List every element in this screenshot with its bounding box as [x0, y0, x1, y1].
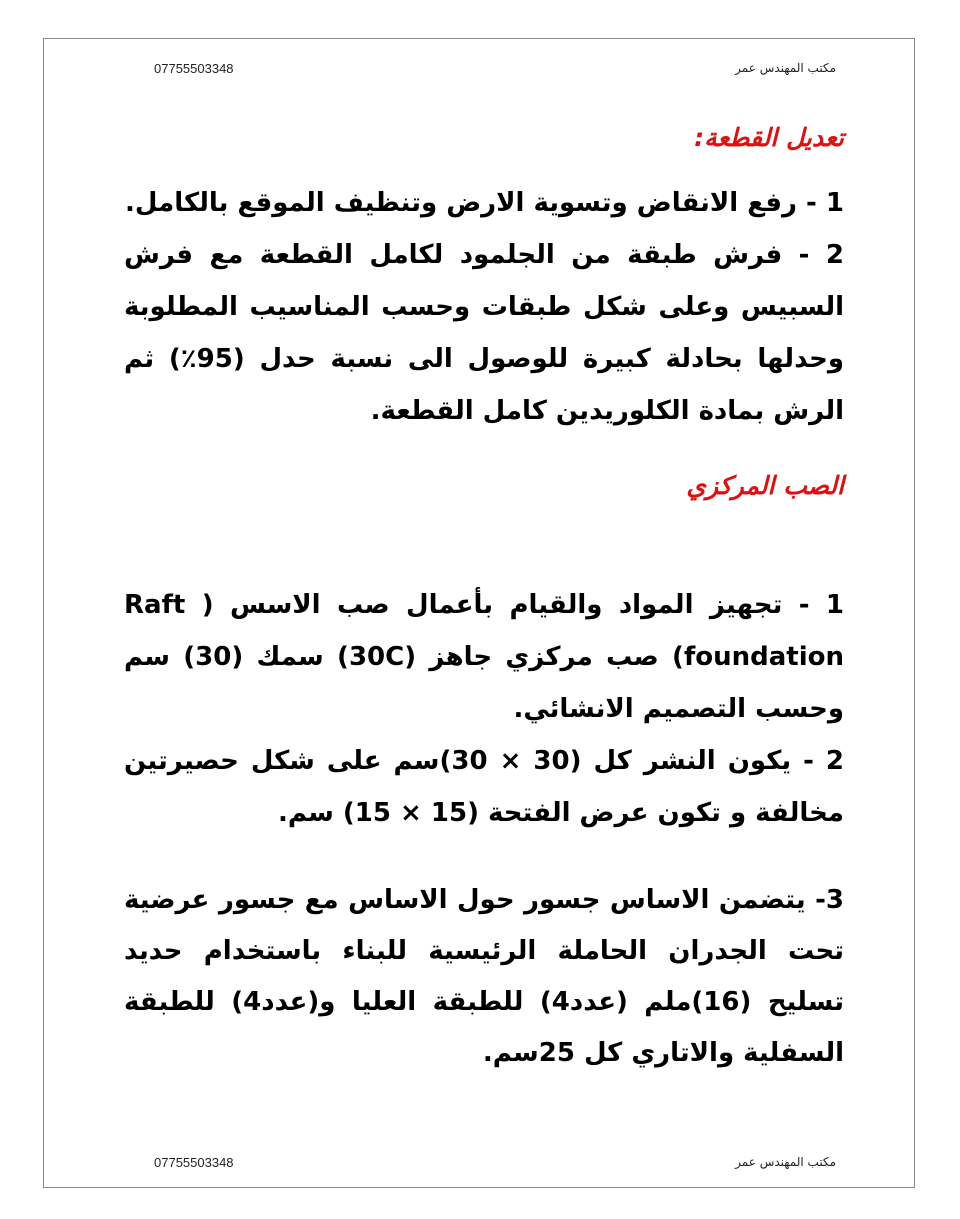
section-heading-plot-leveling: تعديل القطعة:: [694, 123, 844, 152]
footer-phone-number: 07755503348: [154, 1155, 234, 1170]
central-pouring-item-1: 1 - تجهيز المواد والقيام بأعمال صب الاسس ( Raft foundation) صب مركزي جاهز (30C) سمك (30) سم وحسب التصميم الانشائي.: [124, 590, 845, 724]
footer-office-name: مكتب المهندس عمر: [735, 1155, 836, 1169]
section-heading-central-pouring: الصب المركزي: [686, 471, 844, 500]
central-pouring-item-2: 2 - يكون النشر كل (30 × 30)سم على شكل حصيرتين مخالفة و تكون عرض الفتحة (15 × 15) سم.: [124, 746, 844, 828]
header-phone-number: 07755503348: [154, 61, 234, 76]
plot-leveling-item-1: 1 - رفع الانقاض وتسوية الارض وتنظيف الموقع بالكامل.: [125, 188, 844, 218]
plot-leveling-item-2: 2 - فرش طبقة من الجلمود لكامل القطعة مع فرش السبيس وعلى شكل طبقات وحسب المناسيب المطلوبة وحدلها بحادلة كبيرة للوصول الى نسبة حدل (95٪) ثم الرش بمادة الكلوريدين كامل القطعة.: [124, 240, 844, 426]
page-header: [44, 61, 914, 81]
header-office-name: مكتب المهندس عمر: [735, 61, 836, 75]
document-page: [43, 38, 915, 1188]
central-pouring-item-3: 3- يتضمن الاساس جسور حول الاساس مع جسور عرضية تحت الجدران الحاملة الرئيسية للبناء باستخدام حديد تسليح (16)ملم (عدد4) للطبقة العليا و(عدد4) للطبقة السفلية والاتاري كل 25سم.: [124, 885, 844, 1068]
page-footer: [44, 1155, 914, 1175]
